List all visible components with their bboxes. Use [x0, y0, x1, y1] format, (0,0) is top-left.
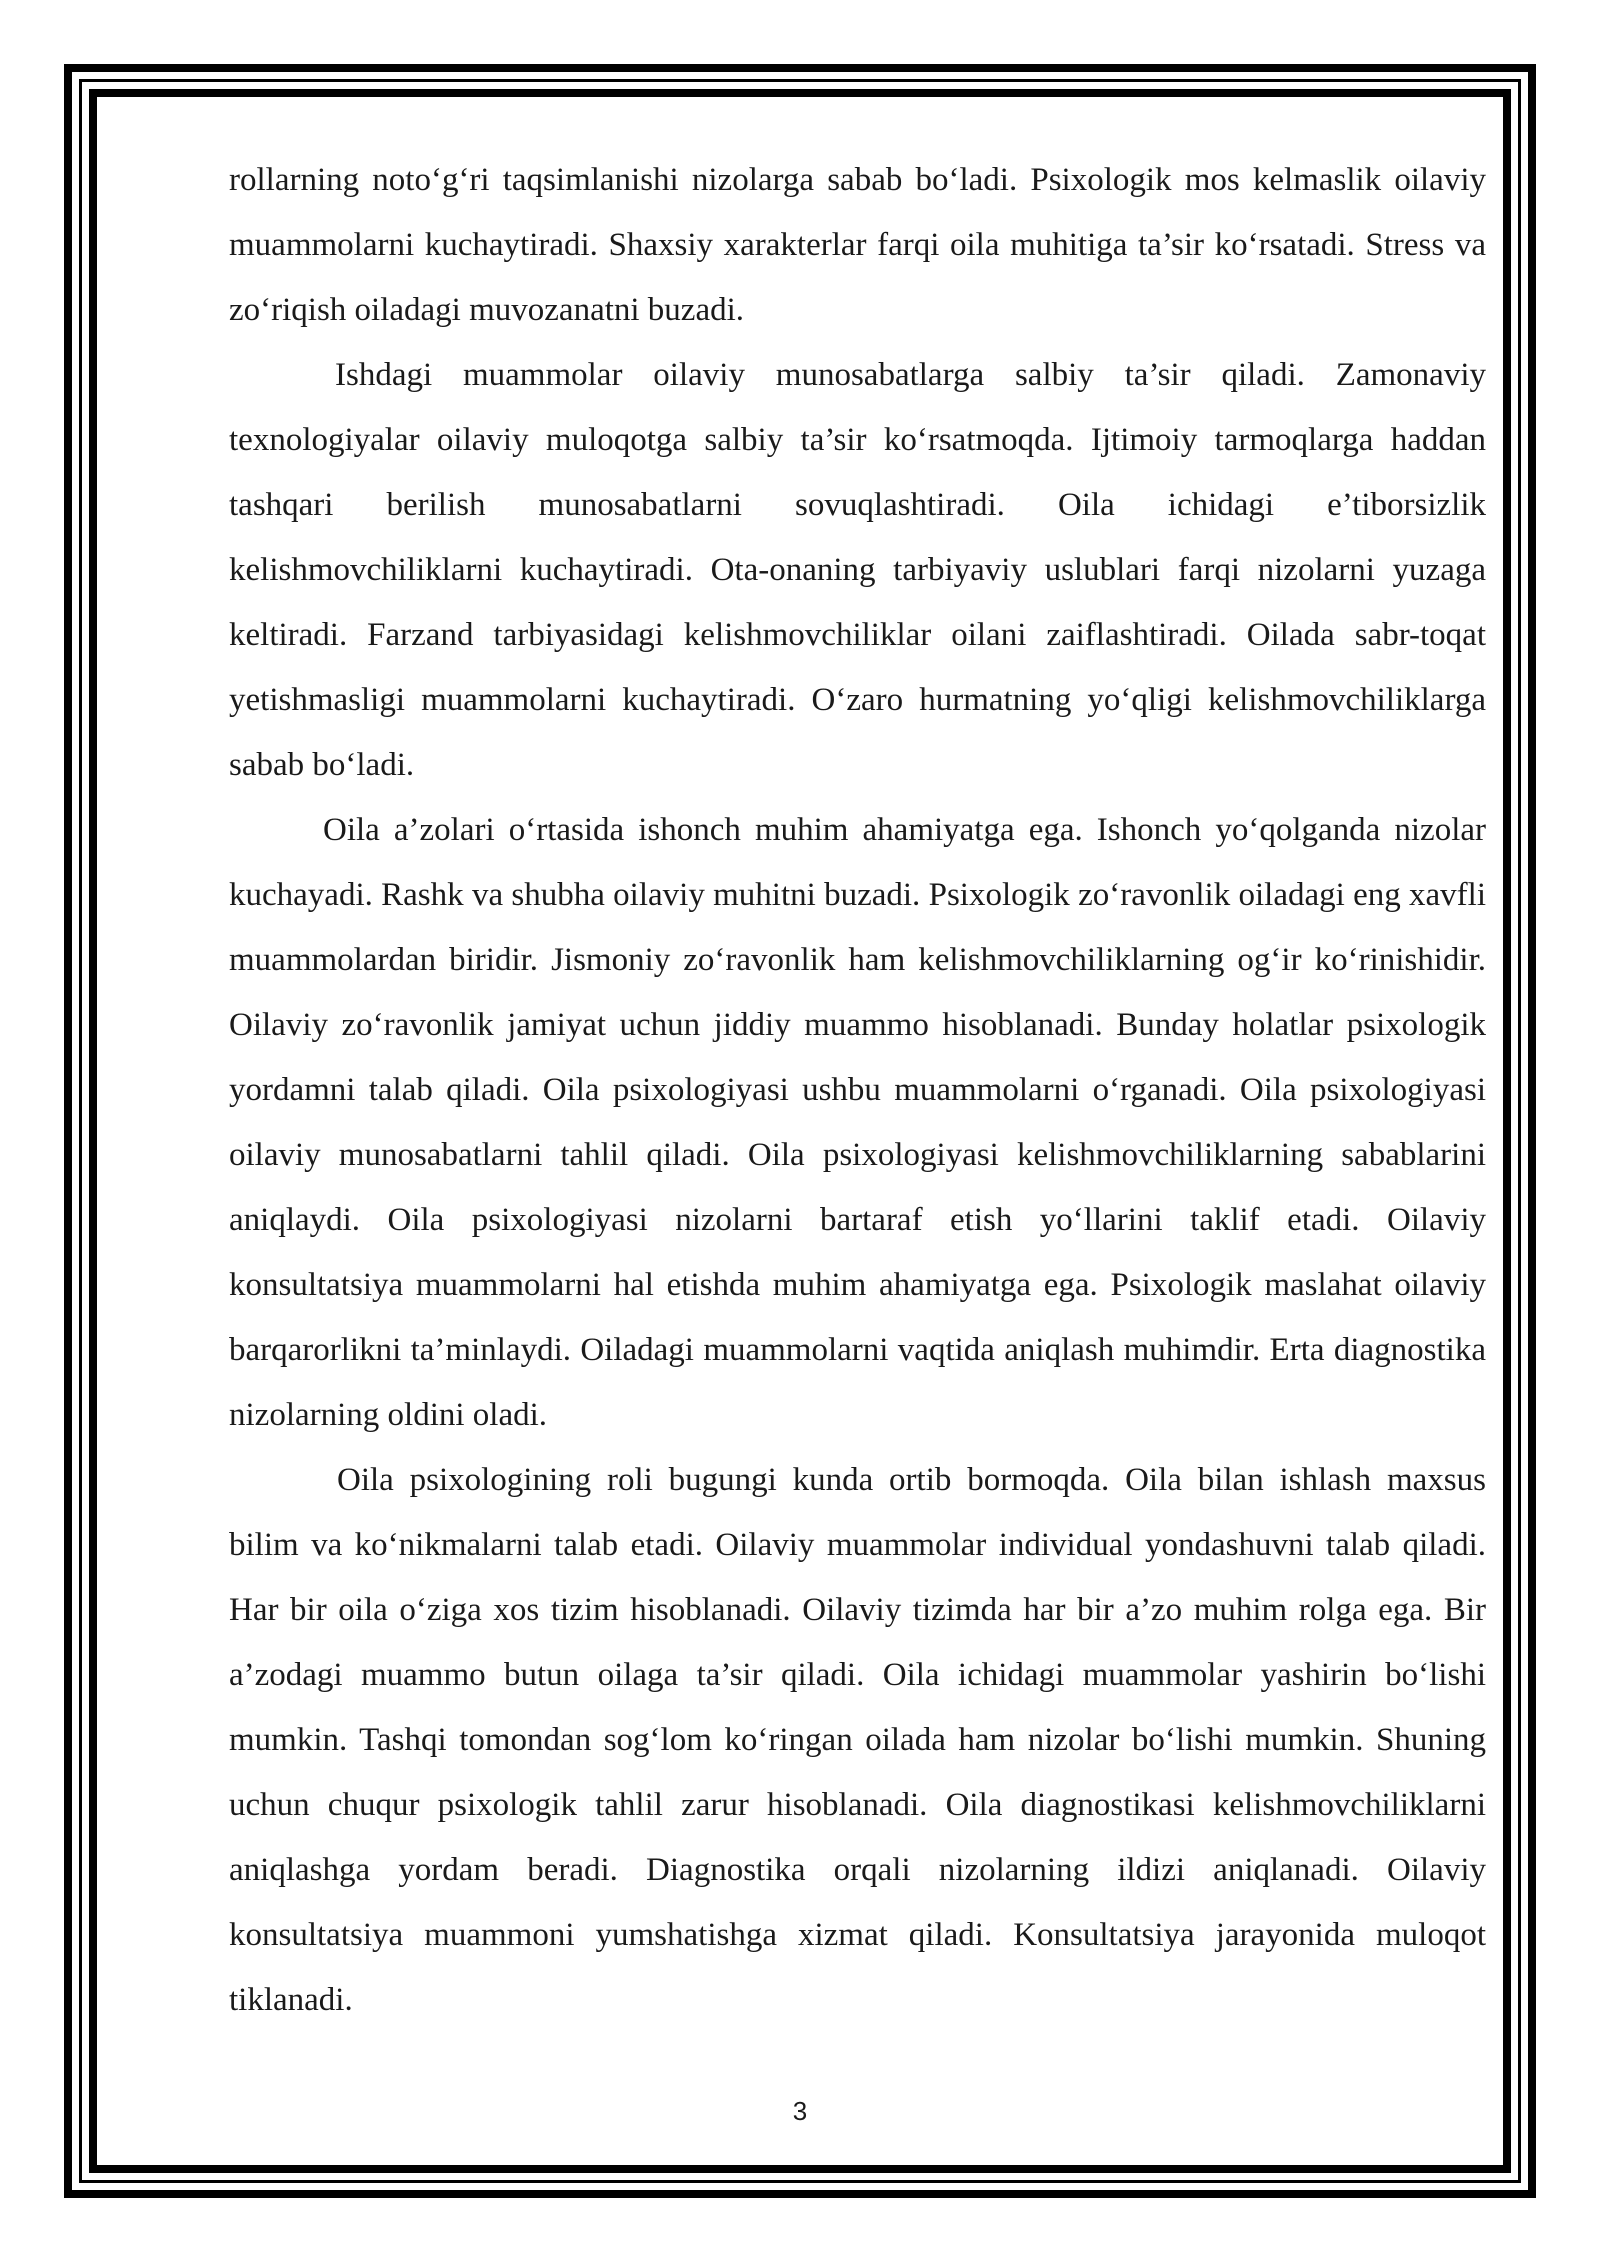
- paragraph: rollarning noto‘g‘ri taqsimlanishi nizolarga sabab bo‘ladi. Psixologik mos kelmaslik oilaviy muammolarni kuchaytiradi. Shaxsiy xarakterlar farqi oila muhitiga ta’sir ko‘rsatadi. Stress va zo‘riqish oiladagi muvozanatni buzadi.: [229, 162, 1486, 328]
- paragraph: Ishdagi muammolar oilaviy munosabatlarga salbiy ta’sir qiladi. Zamonaviy texnologiyalar oilaviy muloqotga salbiy ta’sir ko‘rsatmoqda. Ijtimoiy tarmoqlarga haddan tashqari berilish munosabatlarni sovuqlashtiradi. Oila ichidagi e’tiborsizlik kelishmovchiliklarni kuchaytiradi. Ota-onaning tarbiyaviy uslublari farqi nizolarni yuzaga keltiradi. Farzand tarbiyasidagi kelishmovchiliklar oilani zaiflashtiradi. Oilada sabr-toqat yetishmasligi muammolarni kuchaytiradi. O‘zaro hurmatning yo‘qligi kelishmovchiliklarga sabab bo‘ladi.: [229, 357, 1486, 783]
- paragraph: Oila a’zolari o‘rtasida ishonch muhim ahamiyatga ega. Ishonch yo‘qolganda nizolar kuchayadi. Rashk va shubha oilaviy muhitni buzadi. Psixologik zo‘ravonlik oiladagi eng xavfli muammolardan biridir. Jismoniy zo‘ravonlik ham kelishmovchiliklarning og‘ir ko‘rinishidir. Oilaviy zo‘ravonlik jamiyat uchun jiddiy muammo hisoblanadi. Bunday holatlar psixologik yordamni talab qiladi. Oila psixologiyasi ushbu muammolarni o‘rganadi. Oila psixologiyasi oilaviy munosabatlarni tahlil qiladi. Oila psixologiyasi kelishmovchiliklarning sabablarini aniqlaydi. Oila psixologiyasi nizolarni bartaraf etish yo‘llarini taklif etadi. Oilaviy konsultatsiya muammolarni hal etishda muhim ahamiyatga ega. Psixologik maslahat oilaviy barqarorlikni ta’minlaydi. Oiladagi muammolarni vaqtida aniqlash muhimdir. Erta diagnostika nizolarning oldini oladi.: [229, 812, 1486, 1433]
- paragraph: Oila psixologining roli bugungi kunda ortib bormoqda. Oila bilan ishlash maxsus bilim va ko‘nikmalarni talab etadi. Oilaviy muammolar individual yondashuvni talab qiladi. Har bir oila o‘ziga xos tizim hisoblanadi. Oilaviy tizimda har bir a’zo muhim rolga ega. Bir a’zodagi muammo butun oilaga ta’sir qiladi. Oila ichidagi muammolar yashirin bo‘lishi mumkin. Tashqi tomondan sog‘lom ko‘ringan oilada ham nizolar bo‘lishi mumkin. Shuning uchun chuqur psixologik tahlil zarur hisoblanadi. Oila diagnostikasi kelishmovchiliklarni aniqlashga yordam beradi. Diagnostika orqali nizolarning ildizi aniqlanadi. Oilaviy konsultatsiya muammoni yumshatishga xizmat qiladi. Konsultatsiya jarayonida muloqot tiklanadi.: [229, 1462, 1486, 2018]
- page-number: 3: [792, 2096, 808, 2126]
- document-body: [229, 148, 1486, 2033]
